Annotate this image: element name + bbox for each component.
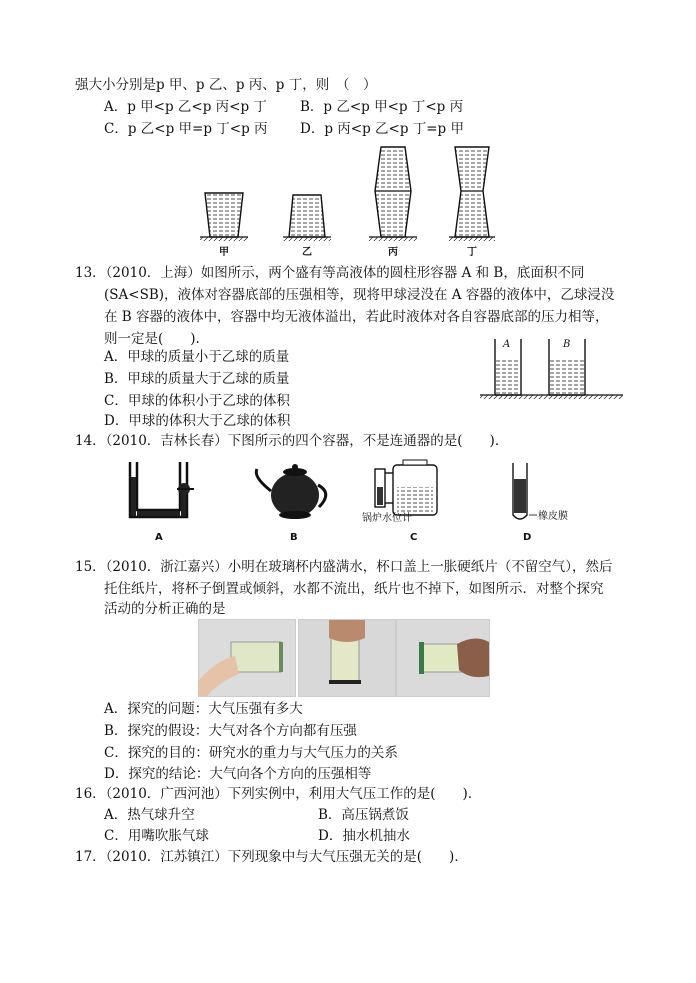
q17-line: 17．（2010．江苏镇江）下列现象中与大气压强无关的是( )． [75,849,468,865]
container-bing [369,147,417,241]
q12-option-a: A．p 甲<p 乙<p 丙<p 丁 [104,99,267,115]
q14-containers-figure [125,457,555,537]
q14-label-d: D [523,532,532,543]
q14-tube-membrane [513,463,537,519]
q14-label-a: A [155,532,163,543]
q15-option-d: D．探究的结论：大气向各个方向的压强相等 [104,766,372,782]
q15-line-2: 托住纸片，将杯子倒置或倾斜，水都不流出，纸片也不掉下，如图所示．对整个探究 [104,581,604,597]
q14-teapot [256,464,325,519]
q13-option-d: D．甲球的体积大于乙球的体积 [104,413,291,429]
container-ding [449,147,495,241]
q13-line-3: 在 B 容器的液体中，容器中均无液体溢出，若此时液体对各自容器底部的压力相等， [104,309,609,325]
q14-boiler [375,460,437,515]
q16-option-c: C．用嘴吹胀气球 [104,828,209,844]
q15-photo-1 [198,619,296,697]
q14-line: 14．（2010．吉林长春）下图所示的四个容器，不是连通器的是( )． [75,433,509,449]
q12-containers-figure [195,145,515,255]
q12-option-b: B．p 乙<p 甲<p 丁<p 丙 [300,99,464,115]
q12-label-bing: 丙 [388,247,398,258]
q15-option-a: A．探究的问题：大气压强有多大 [104,701,303,717]
q13-option-b: B．甲球的质量大于乙球的质量 [104,371,290,387]
q12-option-c: C．p 乙<p 甲=p 丁<p 丙 [104,121,268,137]
q13-option-c: C．甲球的体积小于乙球的体积 [104,393,290,409]
q13-line-1: 13．（2010．上海）如图所示，两个盛有等高液体的圆柱形容器 A 和 B，底面积不同 [75,265,585,281]
container-jia [200,193,248,241]
q16-option-d: D．抽水机抽水 [318,828,410,844]
q12-label-yi: 乙 [302,247,312,258]
q12-option-d: D．p 丙<p 乙<p 丁=p 甲 [300,121,464,137]
q12-stem-tail: 强大小分别是p 甲、p 乙、p 丙、p 丁，则 （ ） [75,77,377,93]
q13-option-a: A．甲球的质量小于乙球的质量 [104,349,290,365]
q14-u-tube [130,462,194,517]
q12-label-jia: 甲 [219,247,229,258]
q13-label-a: A [503,339,511,350]
q15-photo-2 [298,619,396,697]
q13-label-b: B [563,339,571,350]
q13-cylinders-figure [478,335,628,407]
q16-option-b: B．高压锅煮饭 [318,807,409,823]
q14-label-c: C [410,532,418,543]
q13-line-2: (SA<SB)，液体对容器底部的压强相等，现将甲球浸没在 A 容器的液体中，乙球浸没 [104,287,615,303]
q14-boiler-label: 锅炉水位计 [362,513,412,524]
q14-label-b: B [290,532,298,543]
q15-option-c: C．探究的目的：研究水的重力与大气压力的关系 [104,745,398,761]
q14-membrane-label: 橡皮膜 [538,511,568,522]
q15-photo-3 [396,619,490,697]
q15-line-3: 活动的分析正确的是 [104,601,226,617]
q12-label-ding: 丁 [467,247,477,258]
q16-line: 16．（2010．广西河池）下列实例中，利用大气压工作的是( )． [75,786,482,802]
container-yi [283,195,331,241]
q15-line-1: 15．（2010．浙江嘉兴）小明在玻璃杯内盛满水，杯口盖上一胀硬纸片（不留空气），然后 [75,559,613,575]
q13-line-4: 则一定是( ). [104,331,200,347]
q16-option-a: A．热气球升空 [104,807,195,823]
q15-option-b: B．探究的假设：大气对各个方向都有压强 [104,723,357,739]
